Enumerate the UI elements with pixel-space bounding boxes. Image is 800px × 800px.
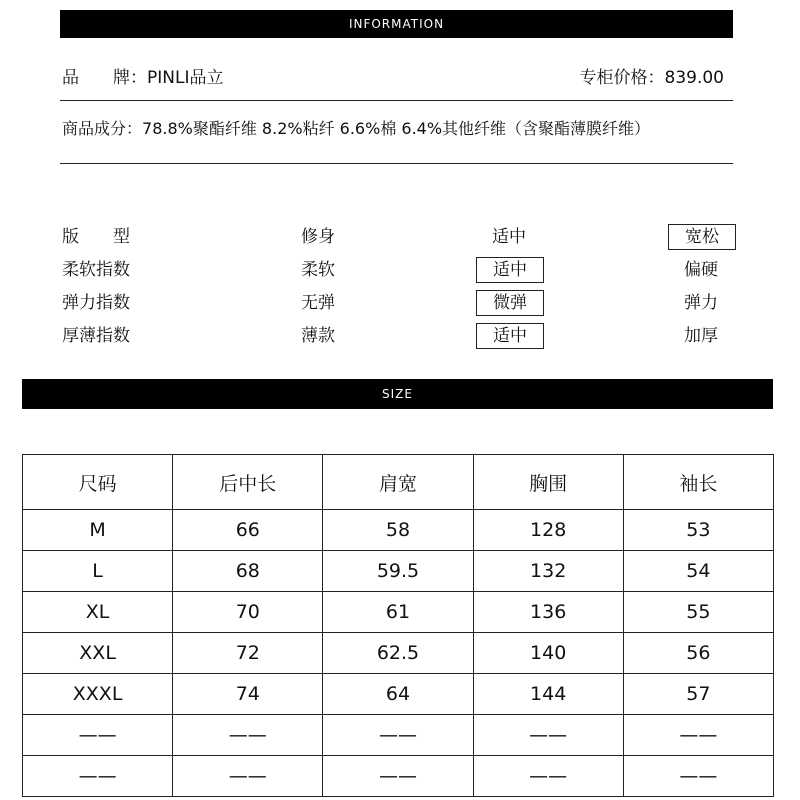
brand-row	[62, 68, 223, 88]
attribute-label: 版 型	[62, 227, 130, 247]
table-cell: 128	[473, 510, 623, 551]
table-cell: 144	[473, 674, 623, 715]
size-table	[22, 454, 774, 797]
size-title: SIZE	[382, 387, 413, 401]
table-row	[23, 633, 774, 674]
attribute-row	[0, 227, 800, 247]
table-cell: 66	[173, 510, 323, 551]
price-label: 专柜价格：	[579, 68, 665, 88]
table-row	[23, 674, 774, 715]
attribute-option: 弹力	[684, 293, 718, 313]
attribute-option: 微弹	[476, 290, 544, 316]
table-cell: 62.5	[323, 633, 473, 674]
attribute-option: 适中	[492, 227, 526, 247]
divider	[60, 163, 733, 164]
table-row	[23, 551, 774, 592]
table-cell: ——	[23, 715, 173, 756]
composition-label: 商品成分：	[62, 119, 143, 138]
table-header-cell: 胸围	[473, 455, 623, 510]
divider	[60, 100, 733, 101]
table-cell: 53	[623, 510, 773, 551]
table-row	[23, 756, 774, 797]
attribute-row	[0, 293, 800, 313]
table-cell: 136	[473, 592, 623, 633]
attribute-label: 柔软指数	[62, 260, 130, 280]
table-header-cell: 袖长	[623, 455, 773, 510]
table-header-cell: 肩宽	[323, 455, 473, 510]
attribute-option: 柔软	[301, 260, 335, 280]
table-header-cell: 后中长	[173, 455, 323, 510]
attribute-label: 弹力指数	[62, 293, 130, 313]
attribute-option: 加厚	[684, 326, 718, 346]
table-cell: 72	[173, 633, 323, 674]
table-row	[23, 715, 774, 756]
table-cell: 54	[623, 551, 773, 592]
table-cell: L	[23, 551, 173, 592]
table-cell: XL	[23, 592, 173, 633]
table-cell: ——	[623, 756, 773, 797]
table-cell: 70	[173, 592, 323, 633]
brand-label: 品 牌：	[62, 68, 147, 88]
attribute-option: 修身	[301, 227, 335, 247]
table-cell: M	[23, 510, 173, 551]
attribute-option: 适中	[476, 257, 544, 283]
attribute-option: 偏硬	[684, 260, 718, 280]
table-cell: XXXL	[23, 674, 173, 715]
table-cell: 68	[173, 551, 323, 592]
table-header-cell: 尺码	[23, 455, 173, 510]
table-cell: ——	[323, 715, 473, 756]
attribute-option: 适中	[476, 323, 544, 349]
table-header-row	[23, 455, 774, 510]
table-row	[23, 592, 774, 633]
table-cell: ——	[23, 756, 173, 797]
table-cell: ——	[473, 756, 623, 797]
table-cell: 56	[623, 633, 773, 674]
information-header-bar	[60, 10, 733, 38]
table-cell: 59.5	[323, 551, 473, 592]
table-cell: 132	[473, 551, 623, 592]
attribute-option: 薄款	[301, 326, 335, 346]
information-title: INFORMATION	[348, 17, 445, 31]
attribute-label: 厚薄指数	[62, 326, 130, 346]
price-row	[580, 68, 724, 88]
table-cell: ——	[173, 715, 323, 756]
attribute-row	[0, 260, 800, 280]
table-cell: ——	[323, 756, 473, 797]
composition-value: 78.8%聚酯纤维 8.2%粘纤 6.6%棉 6.4%其他纤维（含聚酯薄膜纤维）	[142, 119, 651, 138]
table-cell: 58	[323, 510, 473, 551]
table-cell: 140	[473, 633, 623, 674]
table-row	[23, 510, 774, 551]
table-cell: ——	[173, 756, 323, 797]
table-cell: XXL	[23, 633, 173, 674]
table-cell: 61	[323, 592, 473, 633]
price-value: 839.00	[664, 68, 724, 88]
table-cell: 55	[623, 592, 773, 633]
brand-value: PINLI品立	[147, 68, 224, 88]
table-cell: ——	[473, 715, 623, 756]
attribute-option: 宽松	[668, 224, 736, 250]
table-cell: ——	[623, 715, 773, 756]
table-cell: 74	[173, 674, 323, 715]
attribute-option: 无弹	[301, 293, 335, 313]
size-header-bar	[22, 379, 773, 409]
composition-row	[62, 119, 650, 139]
attribute-row	[0, 326, 800, 346]
table-cell: 57	[623, 674, 773, 715]
table-cell: 64	[323, 674, 473, 715]
